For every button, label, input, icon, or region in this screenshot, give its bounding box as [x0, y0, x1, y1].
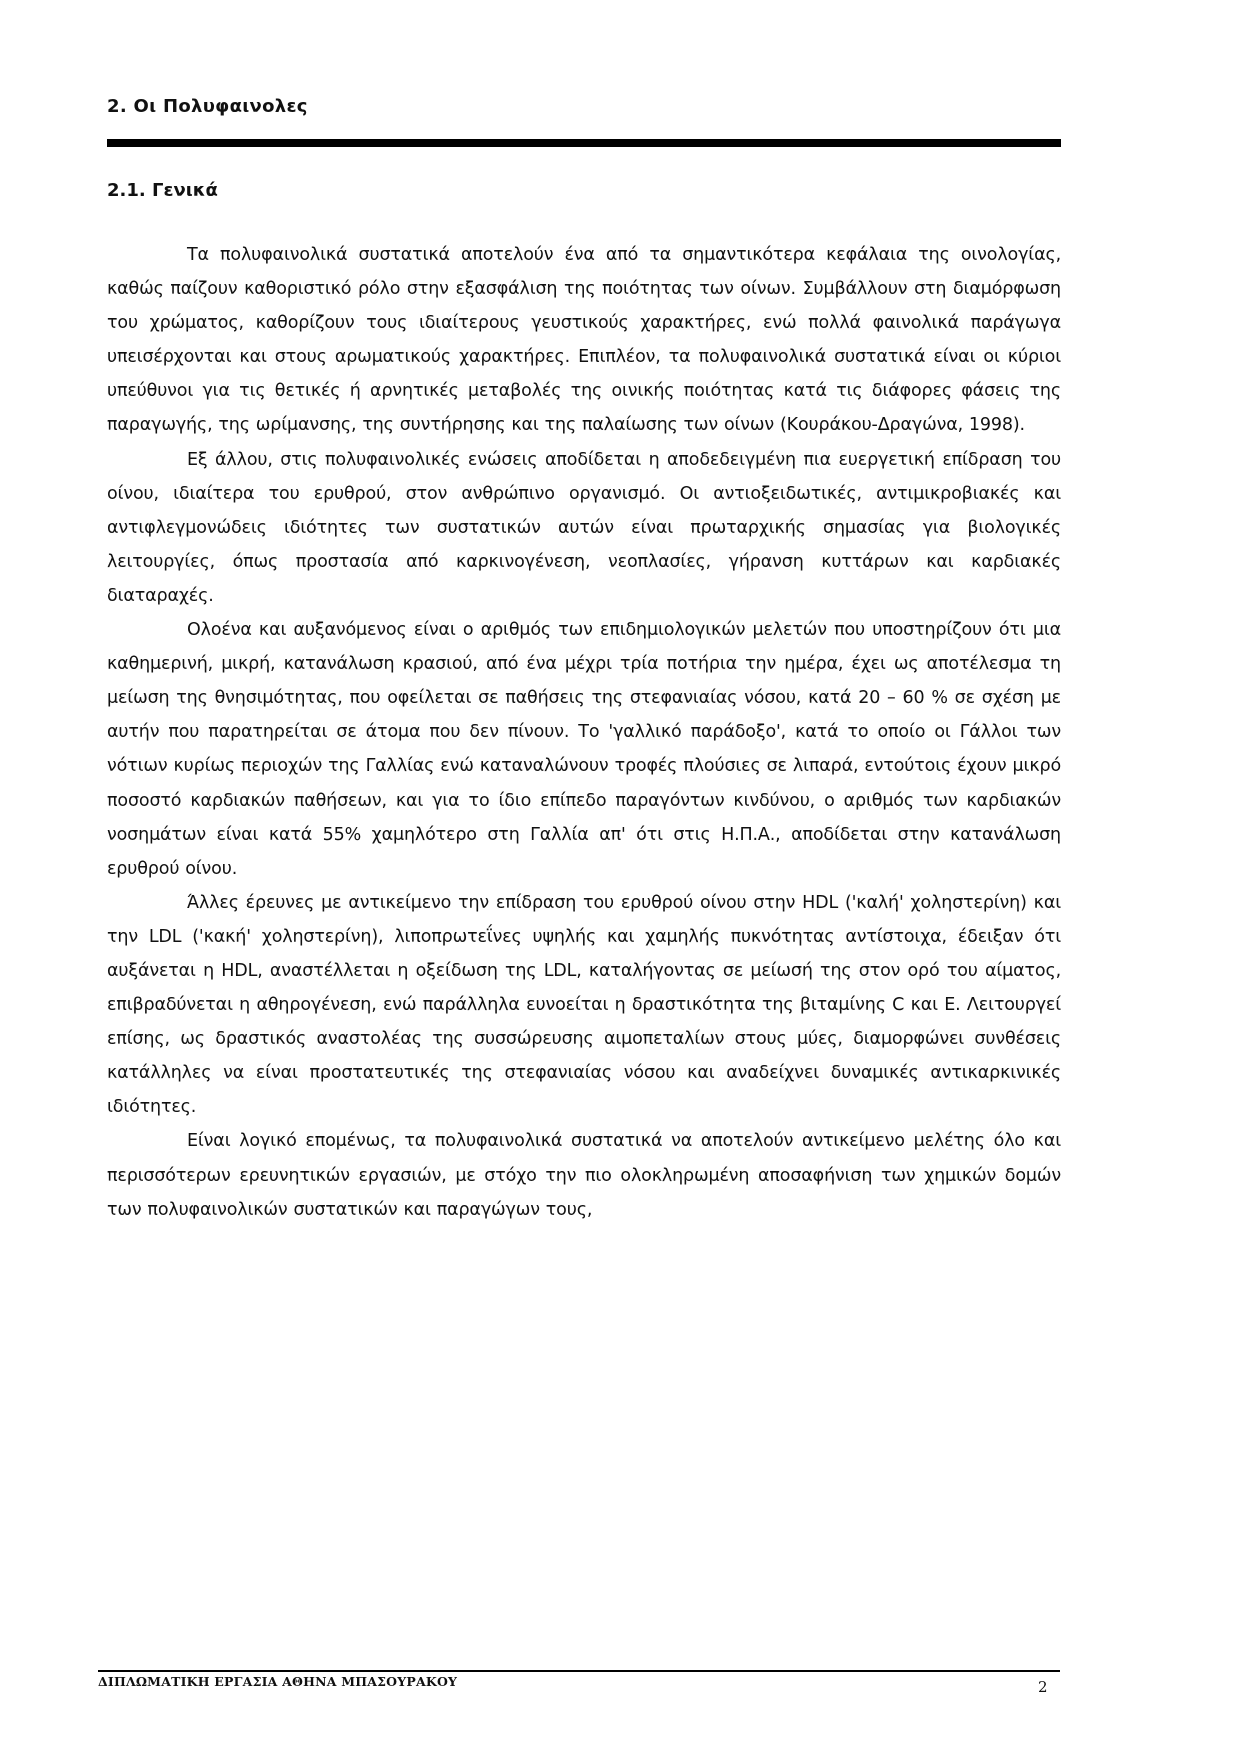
header-rule — [107, 139, 1061, 147]
body-text — [107, 238, 1061, 1227]
chapter-title: 2. Οι Πολυφαινολες — [107, 96, 308, 117]
footer-text: ΔΙΠΛΩΜΑΤΙΚΗ ΕΡΓΑΣΙΑ ΑΘΗΝΑ ΜΠΑΣΟΥΡΑΚΟΥ — [98, 1674, 458, 1689]
section-title: 2.1. Γενικά — [107, 180, 218, 201]
paragraph-5: Είναι λογικό επομένως, τα πολυφαινολικά συστατικά να αποτελούν αντικείμενο μελέτης όλο και περισσότερων ερευνητικών εργασιών, με στόχο την πιο ολοκληρωμένη αποσαφήνιση των χημικών δομών των πολυφαινολικών συστατικών και παραγώγων τους, — [107, 1131, 1061, 1220]
paragraph-4: Άλλες έρευνες με αντικείμενο την επίδραση του ερυθρού οίνου στην HDL ('καλή' χοληστερίνη) και την LDL ('κακή' χοληστερίνη), λιποπρωτεΐνες υψηλής και χαμηλής πυκνότητας αντίστοιχα, έδειξαν ότι αυξάνεται η HDL, αναστέλλεται η οξείδωση της LDL, καταλήγοντας σε μείωσή της στον ορό του αίματος, επιβραδύνεται η αθηρογένεση, ενώ παράλληλα ευνοείται η δραστικότητα της βιταμίνης C και E. Λειτουργεί επίσης, ως δραστικός αναστολέας της συσσώρευσης αιμοπεταλίων στους μύες, διαμορφώνει συνθέσεις κατάλληλες να είναι προστατευτικές της στεφανιαίας νόσου και αναδείχνει δυναμικές αντικαρκινικές ιδιότητες. — [107, 892, 1061, 1118]
paragraph-2: Εξ άλλου, στις πολυφαινολικές ενώσεις αποδίδεται η αποδεδειγμένη πια ευεργετική επίδραση του οίνου, ιδιαίτερα του ερυθρού, στον ανθρώπινο οργανισμό. Οι αντιοξειδωτικές, αντιμικροβιακές και αντιφλεγμονώδεις ιδιότητες των συστατικών αυτών είναι πρωταρχικής σημασίας για βιολογικές λειτουργίες, όπως προστασία από καρκινογένεση, νεοπλασίες, γήρανση κυττάρων και καρδιακές διαταραχές. — [107, 449, 1061, 606]
footer-rule — [98, 1670, 1060, 1672]
paragraph-1: Τα πολυφαινολικά συστατικά αποτελούν ένα από τα σημαντικότερα κεφάλαια της οινολογίας, καθώς παίζουν καθοριστικό ρόλο στην εξασφάλιση της ποιότητας των οίνων. Συμβάλλουν στη διαμόρφωση του χρώματος, καθορίζουν τους ιδιαίτερους γευστικούς χαρακτήρες, ενώ πολλά φαινολικά παράγωγα υπεισέρχονται και στους αρωματικούς χαρακτήρες. Επιπλέον, τα πολυφαινολικά συστατικά είναι οι κύριοι υπεύθυνοι για τις θετικές ή αρνητικές μεταβολές της οινικής ποιότητας κατά τις διάφορες φάσεις της παραγωγής, της ωρίμανσης, της συντήρησης και της παλαίωσης των οίνων (Κουράκου-Δραγώνα, 1998). — [107, 245, 1061, 436]
page-number: 2 — [1038, 1678, 1048, 1696]
paragraph-3: Ολοένα και αυξανόμενος είναι ο αριθμός των επιδημιολογικών μελετών που υποστηρίζουν ότι μια καθημερινή, μικρή, κατανάλωση κρασιού, από ένα μέχρι τρία ποτήρια την ημέρα, έχει ως αποτέλεσμα τη μείωση της θνησιμότητας, που οφείλεται σε παθήσεις της στεφανιαίας νόσου, κατά 20 – 60 % σε σχέση με αυτήν που παρατηρείται σε άτομα που δεν πίνουν. Το 'γαλλικό παράδοξο', κατά το οποίο οι Γάλλοι των νότιων κυρίως περιοχών της Γαλλίας ενώ καταναλώνουν τροφές πλούσιες σε λιπαρά, εντούτοις έχουν μικρό ποσοστό καρδιακών παθήσεων, και για το ίδιο επίπεδο παραγόντων κινδύνου, ο αριθμός των καρδιακών νοσημάτων είναι κατά 55% χαμηλότερο στη Γαλλία απ' ότι στις Η.Π.Α., αποδίδεται στην κατανάλωση ερυθρού οίνου. — [107, 620, 1061, 879]
